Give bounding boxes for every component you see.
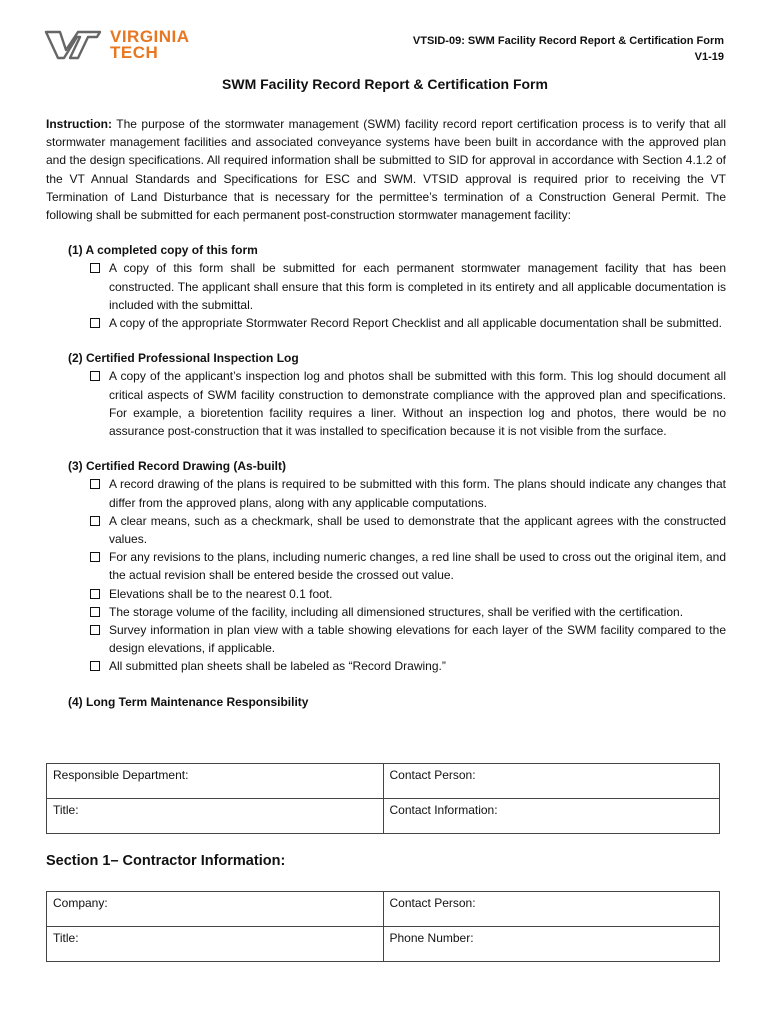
checkbox-icon [90,318,100,328]
checkbox-icon [90,516,100,526]
vt-mark-icon [44,28,102,62]
maintenance-table [46,763,720,834]
checklist-item-text: A record drawing of the plans is required to be submitted with this form. The plans should indicate any changes that differ from the approved plans, along with any applicable computations. [109,477,726,510]
checklist-item [90,621,726,657]
checklist-item [90,512,726,548]
phone-number-field[interactable]: Phone Number: [383,927,720,962]
instruction-paragraph [46,115,726,224]
checklist-item [90,259,726,314]
checklist-item [90,314,726,332]
form-version: V1-19 [694,51,724,63]
checkbox-icon [90,625,100,635]
checklist-item [90,548,726,584]
checkbox-icon [90,552,100,562]
requirement-section [46,349,726,440]
instruction-label: Instruction: [46,117,112,131]
contractor-title-field[interactable]: Title: [47,927,384,962]
checklist-item [90,657,726,675]
page-title: SWM Facility Record Report & Certification Form [222,76,548,92]
section1-heading: Section 1– Contractor Information: [46,853,286,869]
section-heading: (3) Certified Record Drawing (As-built) [68,459,287,474]
checklist-item-text: A clear means, such as a checkmark, shall be used to demonstrate that the applicant agrees with the constructed values. [109,513,726,547]
checklist-item [90,367,726,440]
checklist-item-text: A copy of this form shall be submitted for each permanent stormwater management facility that has been constructed. The applicant shall ensure that this form is completed in its entirety and all applicable documentation is included with the submittal. [109,261,726,312]
requirement-section [46,693,726,711]
company-field[interactable]: Company: [47,892,384,927]
form-id: VTSID-09: SWM Facility Record Report & Certification Form [412,35,724,47]
virginia-tech-logo [44,28,190,62]
title-field[interactable]: Title: [47,799,384,834]
checklist-item-text: A copy of the appropriate Stormwater Record Report Checklist and all applicable documentation shall be submitted. [109,316,723,331]
section-heading: (1) A completed copy of this form [68,243,258,258]
contractor-contact-person-field[interactable]: Contact Person: [383,892,720,927]
checklist-item-text: A copy of the applicant’s inspection log and photos shall be submitted with this form. This log should document all critical aspects of SWM facility construction to demonstrate compliance with the approved plan and specifications. For example, a bioretention facility requires a liner. Without an inspection log and photos, there would be no assurance post-construction that it was installed to specification because it is not visible from the surface. [109,369,726,439]
checklist-item-text: All submitted plan sheets shall be labeled as “Record Drawing.” [109,659,446,674]
instruction-text: The purpose of the stormwater management (SWM) facility record report certification process is to verify that all stormwater management facilities and associated conveyance systems have been built in accordance with the approved plan and the design specifications. All required information shall be submitted to SID for approval in accordance with Section 4.1.2 of the VT Annual Standards and Specifications for ESC and SWM. VTSID approval is required prior to receiving the VT Termination of Land Disturbance that is necessary for the permittee’s termination of a Construction General Permit. The following shall be submitted for each permanent post-construction stormwater management facility: [46,117,726,223]
checklist-item-text: Survey information in plan view with a table showing elevations for each layer of the SWM facility compared to the design elevations, if applicable. [109,623,726,656]
checklist-item [90,475,726,511]
checklist-item-text: Elevations shall be to the nearest 0.1 foot. [109,586,333,601]
checklist-item [90,585,726,603]
checklist-item [90,603,726,621]
logo-wordmark [110,29,190,61]
checkbox-icon [90,607,100,617]
checkbox-icon [90,263,100,273]
checklist-item-text: For any revisions to the plans, including numeric changes, a red line shall be used to cross out the original item, and the actual revision shall be entered beside the crossed out value. [109,550,726,583]
logo-line2: TECH [110,43,159,62]
document-header [413,33,724,65]
contractor-table [46,891,720,962]
checkbox-icon [90,479,100,489]
contact-information-field[interactable]: Contact Information: [383,799,720,834]
responsible-department-field[interactable]: Responsible Department: [47,764,384,799]
requirement-section [46,241,726,332]
requirement-section [46,457,726,675]
contact-person-field[interactable]: Contact Person: [383,764,720,799]
checkbox-icon [90,371,100,381]
document-body [46,115,726,711]
checklist-item-text: The storage volume of the facility, including all dimensioned structures, shall be verified with the certification. [109,604,684,619]
checkbox-icon [90,661,100,671]
logo-line1: VIRGINIA [110,27,190,46]
checkbox-icon [90,589,100,599]
section-heading: (4) Long Term Maintenance Responsibility [68,694,309,709]
section-heading: (2) Certified Professional Inspection Log [68,351,299,366]
